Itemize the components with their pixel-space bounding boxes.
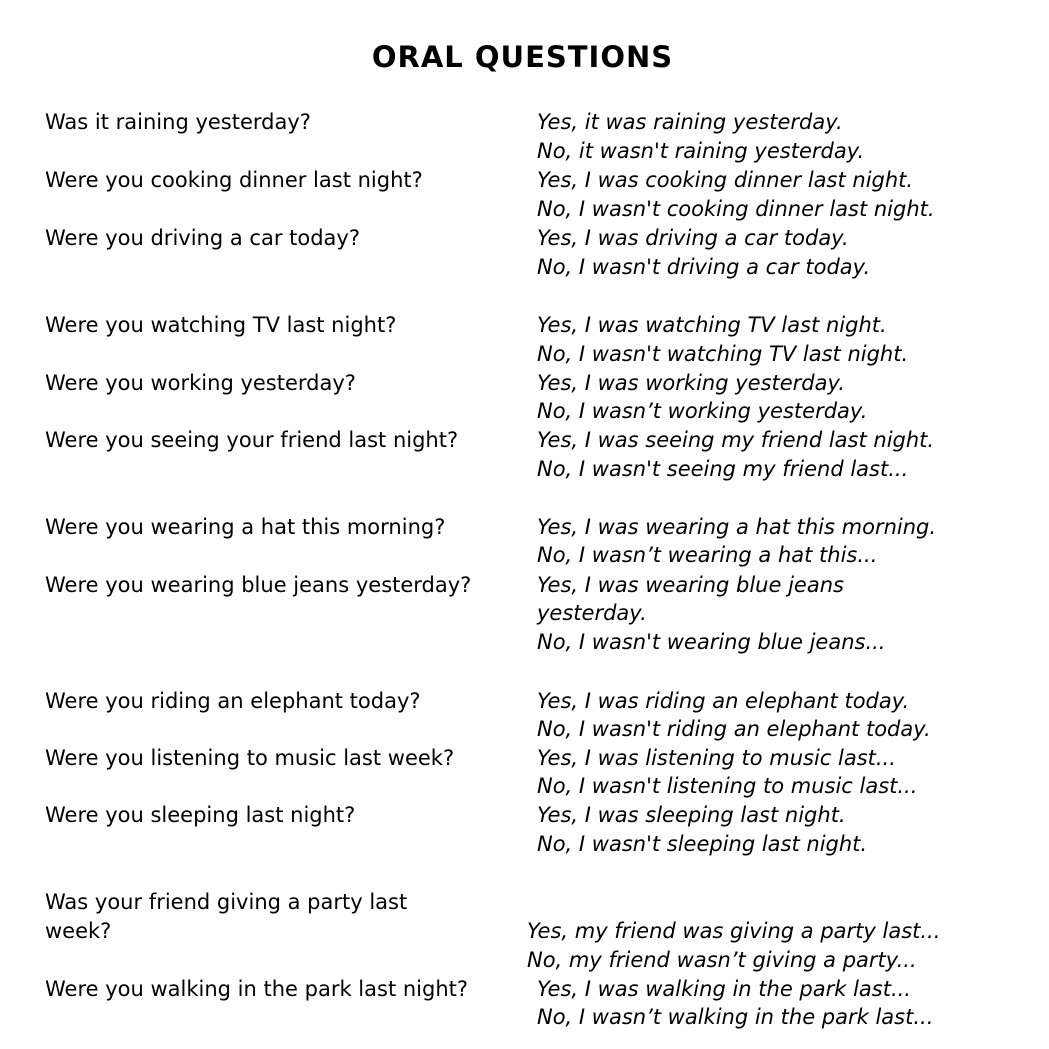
question-6: Were you seeing your friend last night? xyxy=(45,428,459,452)
answer-yes-9: Yes, I was riding an elephant today. xyxy=(537,689,910,713)
answer-yes-8-cont: yesterday. xyxy=(537,601,647,625)
question-13: Were you walking in the park last night? xyxy=(45,977,469,1001)
answer-yes-1: Yes, it was raining yesterday. xyxy=(537,110,843,134)
answer-yes-11: Yes, I was sleeping last night. xyxy=(537,803,846,827)
answer-no-6: No, I wasn't seeing my friend last... xyxy=(537,457,909,481)
answer-no-1: No, it wasn't raining yesterday. xyxy=(537,139,865,163)
answer-yes-7: Yes, I was wearing a hat this morning. xyxy=(537,515,937,539)
question-9: Were you riding an elephant today? xyxy=(45,689,421,713)
question-4: Were you watching TV last night? xyxy=(45,313,397,337)
question-11: Were you sleeping last night? xyxy=(45,803,356,827)
answer-no-5: No, I wasn’t working yesterday. xyxy=(537,399,868,423)
question-10: Were you listening to music last week? xyxy=(45,746,455,770)
question-8: Were you wearing blue jeans yesterday? xyxy=(45,573,472,597)
answer-no-7: No, I wasn’t wearing a hat this... xyxy=(537,543,878,567)
answer-no-2: No, I wasn't cooking dinner last night. xyxy=(537,197,935,221)
question-1: Was it raining yesterday? xyxy=(45,110,311,134)
answer-yes-2: Yes, I was cooking dinner last night. xyxy=(537,168,914,192)
answer-yes-8: Yes, I was wearing blue jeans xyxy=(537,573,844,597)
answer-yes-5: Yes, I was working yesterday. xyxy=(537,371,845,395)
question-5: Were you working yesterday? xyxy=(45,371,356,395)
answer-no-4: No, I wasn't watching TV last night. xyxy=(537,342,909,366)
question-3: Were you driving a car today? xyxy=(45,226,360,250)
answer-yes-6: Yes, I was seeing my friend last night. xyxy=(537,428,935,452)
question-12-cont: week? xyxy=(45,919,112,943)
answer-yes-10: Yes, I was listening to music last... xyxy=(537,746,896,770)
answer-no-8: No, I wasn't wearing blue jeans... xyxy=(537,630,886,654)
question-12: Was your friend giving a party last xyxy=(45,890,408,914)
answer-yes-4: Yes, I was watching TV last night. xyxy=(537,313,887,337)
answer-no-10: No, I wasn't listening to music last... xyxy=(537,774,918,798)
answer-yes-3: Yes, I was driving a car today. xyxy=(537,226,849,250)
answer-no-11: No, I wasn't sleeping last night. xyxy=(537,832,868,856)
answer-no-13: No, I wasn’t walking in the park last... xyxy=(537,1005,934,1029)
answer-no-9: No, I wasn't riding an elephant today. xyxy=(537,717,931,741)
answer-yes-13: Yes, I was walking in the park last... xyxy=(537,977,911,1001)
answer-no-3: No, I wasn't driving a car today. xyxy=(537,255,871,279)
page-title: ORAL QUESTIONS xyxy=(371,40,674,74)
question-7: Were you wearing a hat this morning? xyxy=(45,515,446,539)
question-2: Were you cooking dinner last night? xyxy=(45,168,423,192)
answer-no-12: No, my friend wasn’t giving a party... xyxy=(527,948,917,972)
answer-yes-12: Yes, my friend was giving a party last... xyxy=(527,919,941,943)
